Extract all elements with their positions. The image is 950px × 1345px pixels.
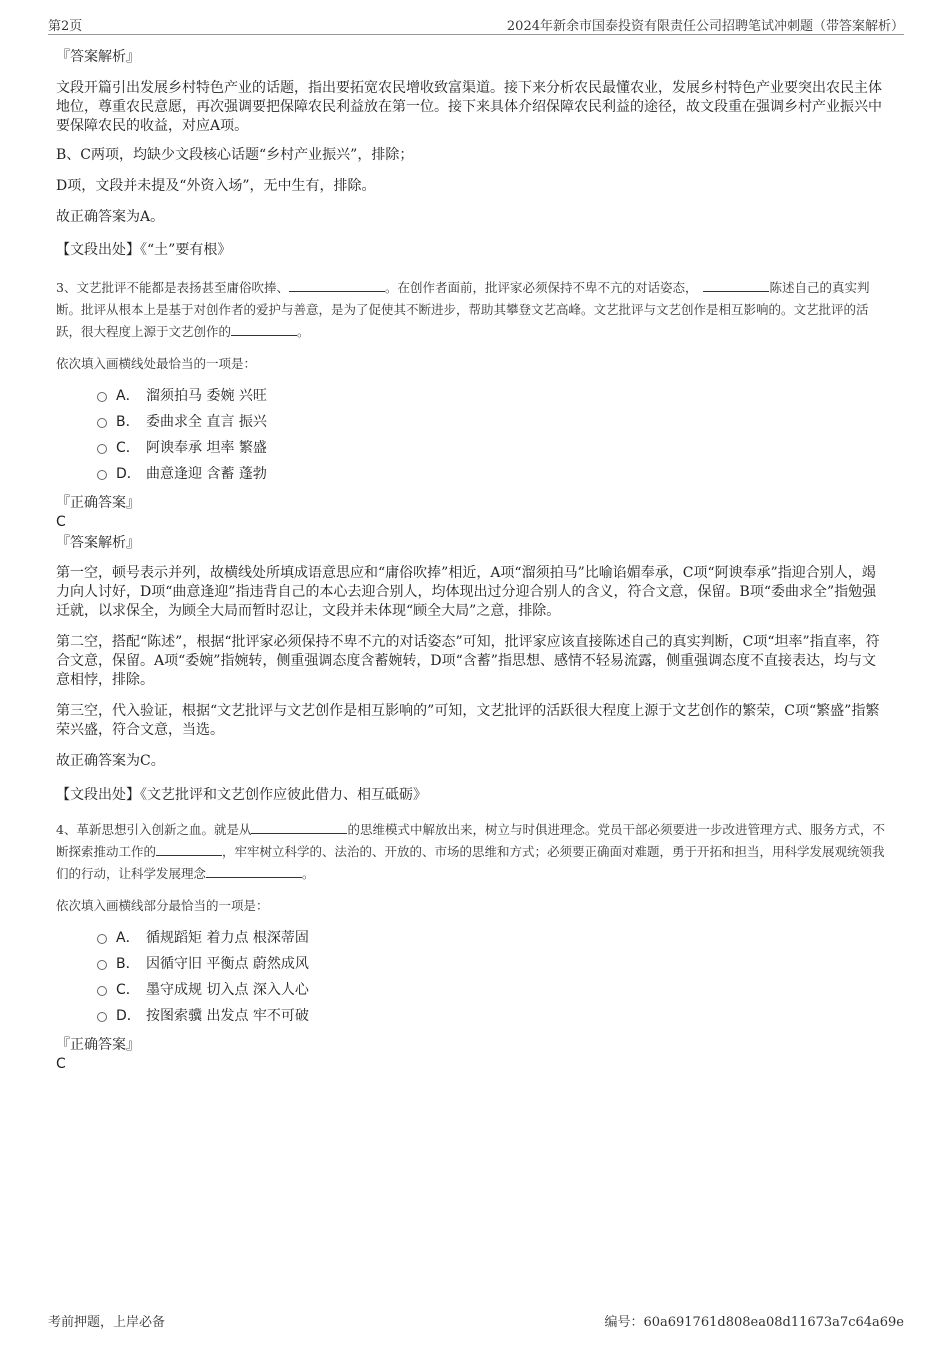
analysis-heading: 『答案解析』	[56, 49, 140, 65]
radio-button[interactable]	[97, 986, 107, 996]
answer-blank	[206, 865, 302, 878]
analysis-paragraph: B、C两项，均缺少文段核心话题“乡村产业振兴”，排除；	[56, 147, 414, 163]
analysis-paragraph: 第三空，代入验证，根据“文艺批评与文艺创作是相互影响的”可知，文艺批评的活跃很大程度上源于文艺创作的繁荣，C项“繁盛”指繁荣兴盛，符合文意，当选。	[56, 703, 880, 738]
option-d[interactable]: D． 曲意逢迎 含蓄 蓬勃	[56, 461, 888, 487]
radio-button[interactable]	[97, 960, 107, 970]
option-c[interactable]: C． 墨守成规 切入点 深入人心	[56, 977, 888, 1003]
correct-answer: C	[56, 514, 66, 530]
correct-answer: C	[56, 1056, 66, 1072]
radio-button[interactable]	[97, 1012, 107, 1022]
page-footer	[48, 1311, 904, 1331]
document-title: 2024年新余市国泰投资有限责任公司招聘笔试冲刺题（带答案解析）	[506, 19, 904, 34]
analysis-conclusion: 故正确答案为A。	[56, 209, 165, 225]
radio-button[interactable]	[97, 392, 107, 402]
question-prompt: 依次填入画横线处最恰当的一项是：	[56, 356, 257, 371]
source-citation: 【文段出处】《“土”要有根》	[56, 242, 232, 258]
correct-answer-heading: 『正确答案』	[56, 1037, 140, 1053]
option-list	[56, 925, 888, 1029]
option-a[interactable]: A． 溜须拍马 委婉 兴旺	[56, 383, 888, 409]
option-b[interactable]: B． 因循守旧 平衡点 蔚然成风	[56, 951, 888, 977]
question-stem: 4、革新思想引入创新之血。就是从 的思维模式中解放出来，树立与时俱进理念。党员干部必须要进一步改进管理方式、服务方式，不断探索推动工作的 ，牢牢树立科学的、法治的、开放的、市场的思维和方式；必须要正确面对难题，勇于开拓和担当，用科学发展观统领我们的行动，让科学发展理念 。	[56, 822, 885, 881]
radio-button[interactable]	[97, 418, 107, 428]
option-b[interactable]: B． 委曲求全 直言 振兴	[56, 409, 888, 435]
option-d[interactable]: D． 按图索骥 出发点 牢不可破	[56, 1003, 888, 1029]
page-header	[48, 14, 904, 35]
analysis-paragraph: D项，文段并未提及“外资入场”，无中生有，排除。	[56, 178, 376, 194]
option-a[interactable]: A． 循规蹈矩 着力点 根深蒂固	[56, 925, 888, 951]
footer-slogan: 考前押题，上岸必备	[48, 1315, 166, 1330]
answer-blank	[289, 279, 385, 292]
analysis-paragraph: 第一空，顿号表示并列，故横线处所填成语意思应和“庸俗吹捧”相近，A项“溜须拍马”比喻谄媚奉承，C项“阿谀奉承”指迎合别人，竭力向人讨好，D项“曲意逢迎”指违背自己的本心去迎合别人，均体现出过分迎合别人的含义，符合文意，保留。B项“委曲求全”指勉强迁就，以求保全，为顾全大局而暂时忍让，文段并未体现“顾全大局”之意，排除。	[56, 565, 877, 619]
answer-blank	[703, 279, 769, 292]
radio-button[interactable]	[97, 470, 107, 480]
analysis-conclusion: 故正确答案为C。	[56, 753, 165, 769]
radio-button[interactable]	[97, 444, 107, 454]
page-content	[56, 47, 888, 1073]
question-prompt: 依次填入画横线部分最恰当的一项是：	[56, 898, 269, 913]
question-stem: 3、文艺批评不能都是表扬甚至庸俗吹捧、 。在创作者面前，批评家必须保持不卑不亢的对话姿态， 陈述自己的真实判断。批评从根本上是基于对创作者的爱护与善意，是为了促使其不断进步，帮助其攀登文艺高峰。文艺批评与文艺创作是相互影响的。文艺批评的活跃，很大程度上源于文艺创作的 。	[56, 280, 870, 339]
radio-button[interactable]	[97, 934, 107, 944]
document-id: 编号：60a691761d808ea08d11673a7c64a69e	[604, 1315, 904, 1330]
option-list	[56, 383, 888, 487]
answer-blank	[231, 323, 297, 336]
answer-blank	[251, 821, 347, 834]
page-number: 第2页	[48, 19, 83, 34]
correct-answer-heading: 『正确答案』	[56, 495, 140, 511]
analysis-paragraph: 文段开篇引出发展乡村特色产业的话题，指出要拓宽农民增收致富渠道。接下来分析农民最懂农业，发展乡村特色产业要突出农民主体地位，尊重农民意愿，再次强调要把保障农民利益放在第一位。接下来具体介绍保障农民利益的途径，故文段重在强调乡村产业振兴中要保障农民的收益，对应A项。	[56, 80, 882, 134]
analysis-heading: 『答案解析』	[56, 535, 140, 551]
analysis-paragraph: 第二空，搭配“陈述”，根据“批评家必须保持不卑不亢的对话姿态”可知，批评家应该直接陈述自己的真实判断，C项“坦率”指直率，符合文意，保留。A项“委婉”指婉转，侧重强调态度含蓄婉转，D项“含蓄”指思想、感情不轻易流露，侧重强调态度不直接表达，均与文意相悖，排除。	[56, 634, 880, 688]
source-citation: 【文段出处】《文艺批评和文艺创作应彼此借力、相互砥砺》	[56, 787, 427, 803]
answer-blank	[156, 843, 222, 856]
option-c[interactable]: C． 阿谀奉承 坦率 繁盛	[56, 435, 888, 461]
